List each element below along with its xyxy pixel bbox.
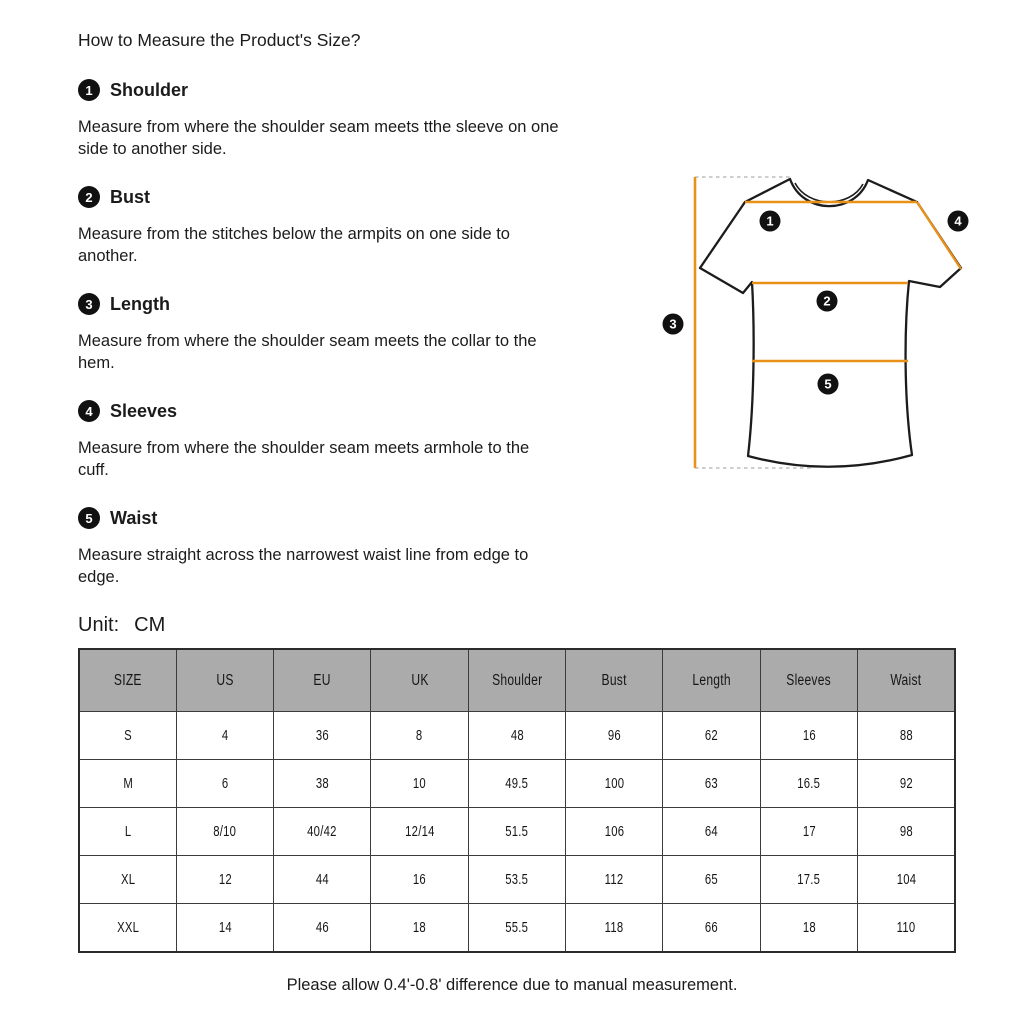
section-number-badge: 3 <box>78 293 100 315</box>
page-title: How to Measure the Product's Size? <box>78 30 361 50</box>
size-table-header-cell <box>274 649 371 712</box>
size-table-cell <box>858 808 955 856</box>
cell-text: M <box>123 775 133 792</box>
size-table-cell <box>858 904 955 953</box>
cell-text: 17 <box>802 823 816 840</box>
size-table-cell <box>663 712 760 760</box>
marker-shoulder <box>760 211 781 232</box>
size-table-header-cell <box>858 649 955 712</box>
cell-text: 12 <box>218 871 232 888</box>
size-table-cell <box>468 712 565 760</box>
section-description <box>78 116 638 160</box>
section-title: Sleeves <box>110 400 178 421</box>
section-number-badge: 5 <box>78 507 100 529</box>
cell-text: S <box>124 727 132 744</box>
size-table-row-xl <box>79 856 955 904</box>
size-table-cell <box>371 856 468 904</box>
size-table-cell <box>79 856 176 904</box>
size-table-cell <box>858 712 955 760</box>
cell-text: 14 <box>218 919 232 936</box>
cell-text: 17.5 <box>797 871 821 888</box>
marker-length-number: 3 <box>669 316 677 332</box>
unit-label <box>78 614 638 637</box>
size-table-cell <box>858 856 955 904</box>
size-table-cell <box>468 808 565 856</box>
size-table-cell <box>760 712 857 760</box>
size-table-cell <box>566 760 663 808</box>
size-table-cell <box>760 904 857 953</box>
cell-text: 6 <box>221 775 229 792</box>
section-heading <box>78 79 638 101</box>
size-table-cell <box>176 856 273 904</box>
section-heading <box>78 293 638 315</box>
size-table-cell <box>663 856 760 904</box>
size-table-header-cell <box>468 649 565 712</box>
measurement-note: Please allow 0.4'-0.8' difference due to manual measurement. <box>286 976 738 994</box>
cell-text: 112 <box>604 871 624 888</box>
cell-text: 62 <box>705 727 719 744</box>
description-line: cuff. <box>78 461 109 479</box>
section-number-badge: 4 <box>78 400 100 422</box>
size-table-header-cell <box>760 649 857 712</box>
size-table-cell <box>760 808 857 856</box>
description-line: Measure straight across the narrowest waist line from edge to <box>78 546 529 564</box>
cell-text: 8 <box>416 727 423 744</box>
section-heading <box>78 400 638 422</box>
size-table-row-l <box>79 808 955 856</box>
cell-text: 100 <box>604 775 625 792</box>
tshirt-diagram-svg <box>640 150 1000 490</box>
cell-text: 16 <box>802 727 816 744</box>
cell-text: 118 <box>604 919 624 936</box>
size-table-row-s <box>79 712 955 760</box>
description-line: Measure from where the shoulder seam meets tthe sleeve on one <box>78 118 559 136</box>
section-heading <box>78 507 638 529</box>
size-table-container <box>78 648 956 953</box>
size-table-cell <box>79 760 176 808</box>
size-table-cell <box>663 808 760 856</box>
size-table-header-cell <box>566 649 663 712</box>
size-table-cell <box>274 808 371 856</box>
size-table-cell <box>468 856 565 904</box>
section-title: Waist <box>110 507 158 528</box>
cell-text: XXL <box>116 919 139 936</box>
size-table-cell <box>176 712 273 760</box>
cell-text: 96 <box>607 727 621 744</box>
marker-waist-number: 5 <box>824 376 832 392</box>
marker-waist <box>818 374 839 395</box>
cell-text: 36 <box>315 727 329 744</box>
size-table <box>78 648 956 953</box>
cell-text: 110 <box>896 919 916 936</box>
description-line: hem. <box>78 354 115 372</box>
cell-text: 64 <box>705 823 719 840</box>
size-table-cell <box>274 712 371 760</box>
size-table-cell <box>371 808 468 856</box>
header-text: SIZE <box>114 671 142 689</box>
cell-text: 104 <box>896 871 916 888</box>
size-table-cell <box>566 712 663 760</box>
section-length <box>78 293 638 374</box>
cell-text: 16 <box>413 871 427 888</box>
cell-text: 44 <box>315 871 329 888</box>
size-table-cell <box>566 808 663 856</box>
section-heading <box>78 186 638 208</box>
cell-text: 18 <box>413 919 427 936</box>
cell-text: 51.5 <box>505 823 529 840</box>
size-table-cell <box>274 856 371 904</box>
tshirt-diagram <box>640 150 1000 490</box>
cell-text: L <box>124 823 132 840</box>
section-bust <box>78 186 638 267</box>
cell-text: 65 <box>705 871 719 888</box>
cell-text: 92 <box>899 775 913 792</box>
cell-text: 88 <box>899 727 913 744</box>
cell-text: XL <box>120 871 136 888</box>
cell-text: 8/10 <box>213 823 237 840</box>
measure-guide-column <box>78 30 638 637</box>
header-text: Waist <box>890 671 922 689</box>
description-line: Measure from where the shoulder seam meets the collar to the <box>78 332 537 350</box>
size-table-cell <box>566 904 663 953</box>
size-table-cell <box>176 808 273 856</box>
size-table-cell <box>566 856 663 904</box>
size-table-header-cell <box>371 649 468 712</box>
section-description <box>78 330 638 374</box>
size-table-cell <box>79 808 176 856</box>
cell-text: 12/14 <box>404 823 435 840</box>
size-table-header-cell <box>663 649 760 712</box>
marker-shoulder-number: 1 <box>766 213 774 229</box>
header-text: EU <box>313 671 331 689</box>
size-table-cell <box>274 760 371 808</box>
size-table-cell <box>79 904 176 953</box>
cell-text: 16.5 <box>797 775 821 792</box>
unit-value: CM <box>134 614 166 636</box>
size-table-cell <box>176 760 273 808</box>
unit-caption: Unit: <box>78 614 120 636</box>
header-text: US <box>216 671 234 689</box>
cell-text: 46 <box>315 919 329 936</box>
cell-text: 98 <box>899 823 913 840</box>
tshirt-outline <box>700 179 961 467</box>
size-table-cell <box>663 904 760 953</box>
cell-text: 40/42 <box>307 823 338 840</box>
size-table-cell <box>468 904 565 953</box>
header-text: Sleeves <box>786 671 832 689</box>
size-table-row-xxl <box>79 904 955 953</box>
description-line: Measure from where the shoulder seam meets armhole to the <box>78 439 530 457</box>
marker-sleeves <box>948 211 969 232</box>
section-sleeves <box>78 400 638 481</box>
marker-bust <box>817 291 838 312</box>
cell-text: 10 <box>413 775 427 792</box>
section-title: Bust <box>110 186 150 207</box>
description-line: another. <box>78 247 138 265</box>
size-table-cell <box>371 760 468 808</box>
section-shoulder <box>78 79 638 160</box>
marker-sleeves-number: 4 <box>954 213 962 229</box>
cell-text: 38 <box>315 775 329 792</box>
cell-text: 63 <box>705 775 719 792</box>
header-text: Bust <box>601 671 627 689</box>
header-text: Length <box>692 671 731 689</box>
size-table-cell <box>176 904 273 953</box>
section-number-badge: 2 <box>78 186 100 208</box>
section-title: Shoulder <box>110 79 189 100</box>
cell-text: 53.5 <box>505 871 529 888</box>
cell-text: 18 <box>802 919 816 936</box>
size-table-cell <box>858 760 955 808</box>
cell-text: 4 <box>221 727 229 744</box>
size-table-cell <box>760 856 857 904</box>
section-title: Length <box>110 293 170 314</box>
cell-text: 106 <box>604 823 625 840</box>
section-description <box>78 437 638 481</box>
description-line: side to another side. <box>78 140 227 158</box>
size-table-header-cell <box>176 649 273 712</box>
cell-text: 48 <box>510 727 524 744</box>
size-table-cell <box>760 760 857 808</box>
size-table-cell <box>274 904 371 953</box>
section-number-badge: 1 <box>78 79 100 101</box>
size-table-header-cell <box>79 649 176 712</box>
size-table-row-m <box>79 760 955 808</box>
size-table-cell <box>663 760 760 808</box>
header-text: Shoulder <box>491 671 543 689</box>
description-line: Measure from the stitches below the armpits on one side to <box>78 225 510 243</box>
size-table-cell <box>371 712 468 760</box>
size-table-cell <box>79 712 176 760</box>
size-table-cell <box>468 760 565 808</box>
marker-bust-number: 2 <box>823 293 831 309</box>
header-text: UK <box>411 671 429 689</box>
section-description <box>78 223 638 267</box>
marker-length <box>663 314 684 335</box>
size-table-header-row <box>79 649 955 712</box>
section-description <box>78 544 638 588</box>
section-waist <box>78 507 638 588</box>
cell-text: 55.5 <box>505 919 529 936</box>
cell-text: 66 <box>705 919 719 936</box>
cell-text: 49.5 <box>505 775 529 792</box>
size-table-cell <box>371 904 468 953</box>
description-line: edge. <box>78 568 120 586</box>
